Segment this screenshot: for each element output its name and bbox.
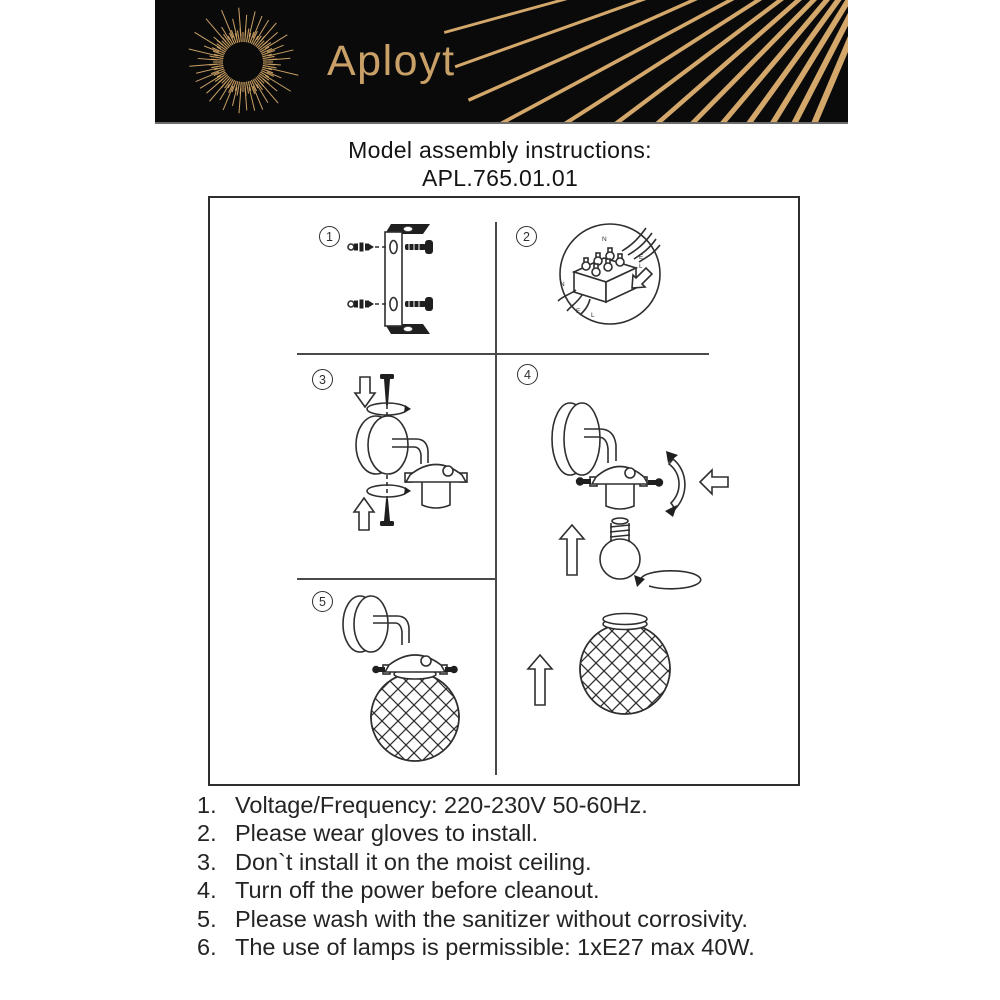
step3-mount-base-illustration — [310, 363, 500, 568]
page-title: Model assembly instructions: — [348, 137, 652, 163]
step-number-text: 4 — [524, 367, 531, 382]
list-item-number: 6. — [197, 934, 217, 961]
screw-icon — [380, 374, 394, 405]
lamp-holder-icon — [590, 467, 648, 510]
list-item-number: 4. — [197, 877, 217, 904]
rotate-arrow-icon — [634, 571, 701, 589]
list-item — [197, 905, 877, 933]
instruction-list — [197, 791, 877, 961]
step-number-text: 3 — [319, 372, 326, 387]
wire-label: N — [602, 236, 607, 243]
list-item-text: Please wash with the sanitizer without corrosivity. — [235, 905, 748, 932]
list-item-text: The use of lamps is permissible: 1xE27 max 40W. — [235, 934, 755, 961]
step-number-text: 5 — [319, 594, 326, 609]
list-item-text: Don`t install it on the moist ceiling. — [235, 848, 592, 875]
list-item-number: 5. — [197, 905, 217, 932]
list-item — [197, 933, 877, 961]
list-item-text: Voltage/Frequency: 220-230V 50-60Hz. — [235, 792, 648, 818]
lamp-holder-icon — [405, 465, 467, 509]
screw-icon — [405, 240, 433, 254]
step-number-badge — [516, 226, 537, 247]
step5-assembled-lamp-illustration — [302, 577, 492, 777]
light-bulb-icon — [600, 518, 640, 579]
up-arrow-icon — [354, 498, 374, 530]
list-item — [197, 791, 877, 819]
horizontal-divider-top — [297, 353, 709, 355]
globe-shade-icon — [580, 614, 670, 715]
lamp-holder-icon — [383, 655, 447, 679]
up-arrow-icon — [528, 655, 552, 705]
screw-icon — [405, 297, 433, 311]
rotate-arrow-icon — [367, 403, 411, 415]
list-item-number: 3. — [197, 848, 217, 875]
screw-icon — [576, 477, 591, 485]
wire-label: L — [591, 312, 595, 319]
rotate-arrow-icon — [367, 485, 411, 497]
list-item-text: Please wear gloves to install. — [235, 820, 539, 847]
list-item — [197, 848, 877, 876]
list-item-text: Turn off the power before cleanout. — [235, 877, 600, 904]
left-arrow-icon — [700, 470, 728, 494]
wire-label: E — [576, 308, 581, 315]
rotate-arrow-icon — [665, 451, 685, 517]
list-item — [197, 819, 877, 847]
brand-name: Aployt — [327, 37, 456, 85]
wire-label: E — [639, 254, 644, 261]
wire-label: L — [639, 263, 643, 270]
step2-wiring-illustration — [546, 214, 678, 334]
step4-assembly-illustration — [492, 367, 777, 727]
wall-anchor-icon — [348, 243, 388, 252]
screw-icon — [648, 478, 663, 486]
step-number-text: 1 — [326, 229, 333, 244]
terminal-block-icon — [574, 248, 636, 302]
step-number-text: 2 — [523, 229, 530, 244]
screw-icon — [380, 499, 394, 526]
wire-label: N — [560, 281, 565, 288]
down-arrow-icon — [355, 377, 375, 407]
list-item — [197, 876, 877, 904]
sunburst-logo-icon — [183, 2, 303, 122]
assembly-diagram-box — [208, 196, 800, 786]
model-number: APL.765.01.01 — [421, 165, 579, 191]
wall-anchor-icon — [348, 300, 388, 309]
globe-shade-icon — [371, 673, 459, 761]
list-item-number: 2. — [197, 820, 217, 847]
brand-banner — [155, 0, 848, 124]
step1-bracket-illustration — [320, 218, 490, 348]
up-arrow-icon — [560, 525, 584, 575]
list-item-number: 1. — [197, 792, 217, 818]
